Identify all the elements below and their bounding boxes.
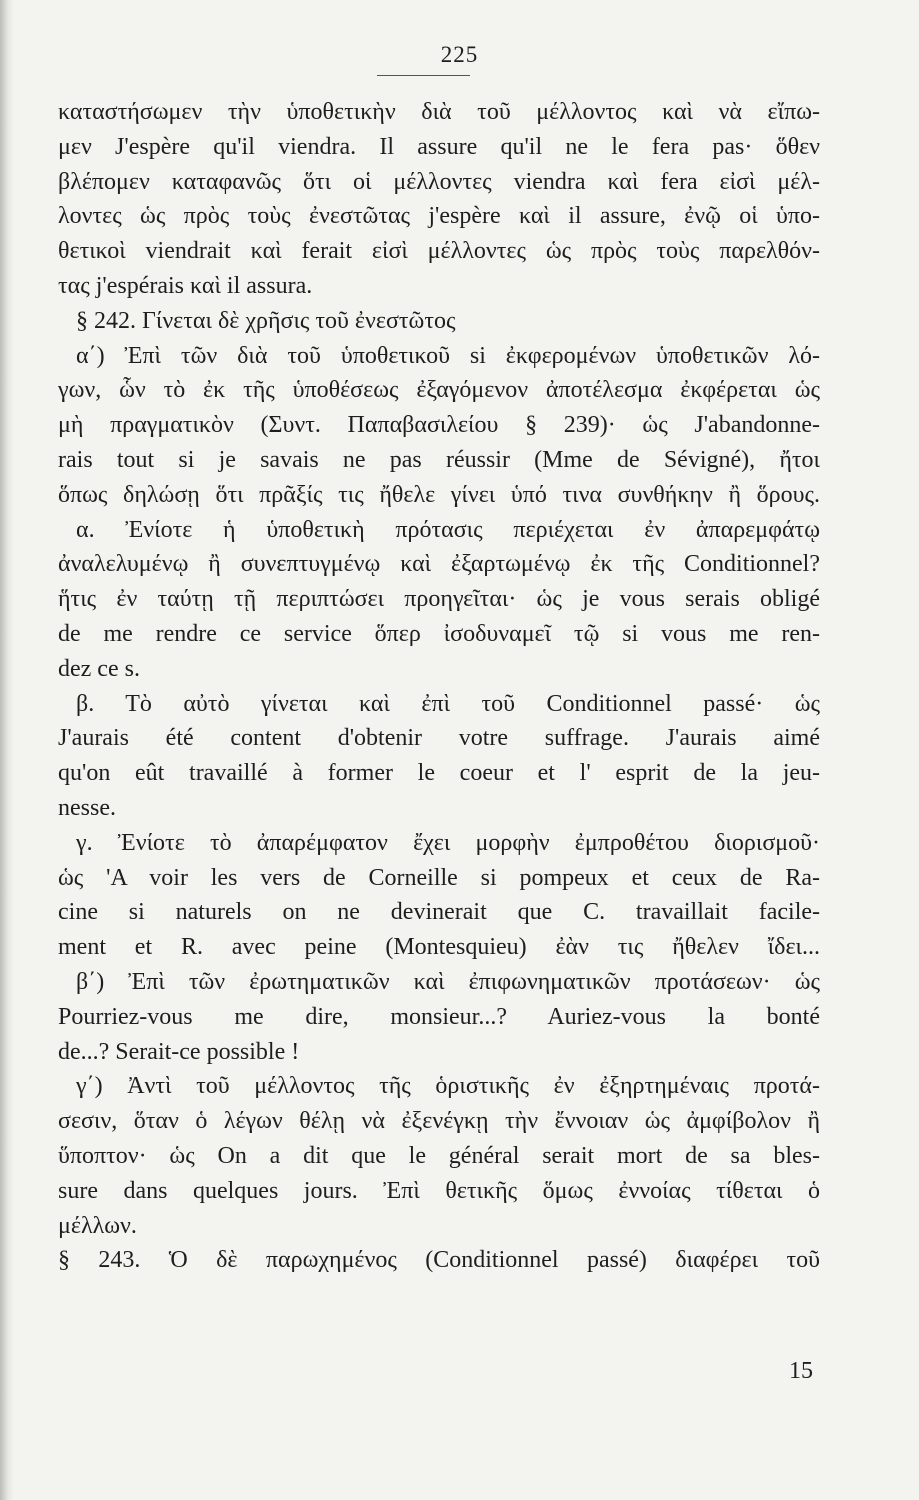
text-line: μεν J'espère qu'il viendra. Il assure qu'il ne le fera pas· ὅθεν: [58, 133, 820, 160]
text-line: qu'on eût travaillé à former le coeur et l' esprit de la jeu-: [58, 760, 820, 787]
text-line: τας j'espérais καὶ il assura.: [58, 272, 313, 299]
text-line: cine si naturels on ne devinerait que C. travaillait facile-: [58, 899, 820, 926]
text-line: dez ce s.: [58, 655, 140, 682]
text-line: α. Ἐνίοτε ἡ ὑποθετικὴ πρότασις περιέχεται ἐν ἀπαρεμφάτῳ: [76, 516, 820, 543]
page-number-rule: [377, 75, 470, 76]
page-number: 225: [440, 42, 479, 67]
text-line: ὕποπτον· ὡς On a dit que le général serait mort de sa bles-: [58, 1142, 820, 1169]
text-line: sure dans quelques jours. Ἐπὶ θετικῆς ὅμως ἐννοίας τίθεται ὁ: [58, 1177, 820, 1204]
text-line: nesse.: [58, 794, 116, 821]
section-heading-243: § 243. Ὁ δὲ παρωχημένος (Conditionnel passé) διαφέρει τοῦ: [58, 1247, 820, 1274]
signature-mark: 15: [789, 1358, 813, 1384]
section-heading-242: § 242. Γίνεται δὲ χρῆσις τοῦ ἐνεστῶτος: [76, 307, 456, 334]
text-line: ment et R. avec peine (Montesquieu) ἐὰν τις ἤθελεν ἴδει...: [58, 934, 820, 961]
text-line: λοντες ὡς πρὸς τοὺς ἐνεστῶτας j'espère καὶ il assure, ἐνῷ οἱ ὑπο-: [58, 203, 820, 230]
text-line: θετικοὶ viendrait καὶ ferait εἰσὶ μέλλοντες ὡς πρὸς τοὺς παρελθόν-: [58, 238, 820, 265]
text-line: de...? Serait-ce possible !: [58, 1038, 300, 1065]
text-line: rais tout si je savais ne pas réussir (Mme de Sévigné), ἤτοι: [58, 446, 820, 473]
text-line: σεσιν, ὅταν ὁ λέγων θέλῃ νὰ ἐξενέγκῃ τὴν ἔννοιαν ὡς ἀμφίβολον ἢ: [58, 1108, 820, 1135]
body-text: [58, 95, 820, 1278]
text-line: β΄) Ἐπὶ τῶν ἐρωτηματικῶν καὶ ἐπιφωνηματικῶν προτάσεων· ὡς: [76, 968, 820, 995]
text-line: μὴ πραγματικὸν (Συντ. Παπαβασιλείου § 239)· ὡς J'abandonne-: [58, 412, 820, 439]
text-line: ὡς 'A voir les vers de Corneille si pompeux et ceux de Ra-: [58, 864, 820, 891]
text-line: α΄) Ἐπὶ τῶν διὰ τοῦ ὑποθετικοῦ si ἐκφερομένων ὑποθετικῶν λό-: [76, 342, 820, 369]
text-line: βλέπομεν καταφανῶς ὅτι οἱ μέλλοντες viendra καὶ fera εἰσὶ μέλ-: [58, 168, 820, 195]
text-line: ὅπως δηλώσῃ ὅτι πρᾶξίς τις ἤθελε γίνει ὑπό τινα συνθήκην ἢ ὅρους.: [58, 481, 820, 508]
text-line: γ. Ἐνίοτε τὸ ἀπαρέμφατον ἔχει μορφὴν ἐμπροθέτου διορισμοῦ·: [76, 829, 820, 856]
text-line: γων, ὧν τὸ ἐκ τῆς ὑποθέσεως ἐξαγόμενον ἀποτέλεσμα ἐκφέρεται ὡς: [58, 377, 820, 404]
binding-edge: [0, 0, 14, 1500]
text-line: J'aurais été content d'obtenir votre suffrage. J'aurais aimé: [58, 725, 820, 752]
text-line: μέλλων.: [58, 1212, 137, 1239]
text-line: de me rendre ce service ὅπερ ἰσοδυναμεῖ τῷ si vous me ren-: [58, 620, 820, 647]
text-line: β. Τὸ αὐτὸ γίνεται καὶ ἐπὶ τοῦ Conditionnel passé· ὡς: [76, 690, 820, 717]
text-line: ἀναλελυμένῳ ἢ συνεπτυγμένῳ καὶ ἐξαρτωμένῳ ἐκ τῆς Conditionnel?: [58, 551, 820, 578]
text-line: γ΄) Ἀντὶ τοῦ μέλλοντος τῆς ὁριστικῆς ἐν ἐξηρτημέναις προτά-: [76, 1073, 820, 1100]
text-line: καταστήσωμεν τὴν ὑποθετικὴν διὰ τοῦ μέλλοντος καὶ νὰ εἴπω-: [58, 99, 820, 125]
text-line: ἥτις ἐν ταύτῃ τῇ περιπτώσει προηγεῖται· ὡς je vous serais obligé: [58, 586, 820, 613]
text-line: Pourriez-vous me dire, monsieur...? Auriez-vous la bonté: [58, 1003, 820, 1030]
